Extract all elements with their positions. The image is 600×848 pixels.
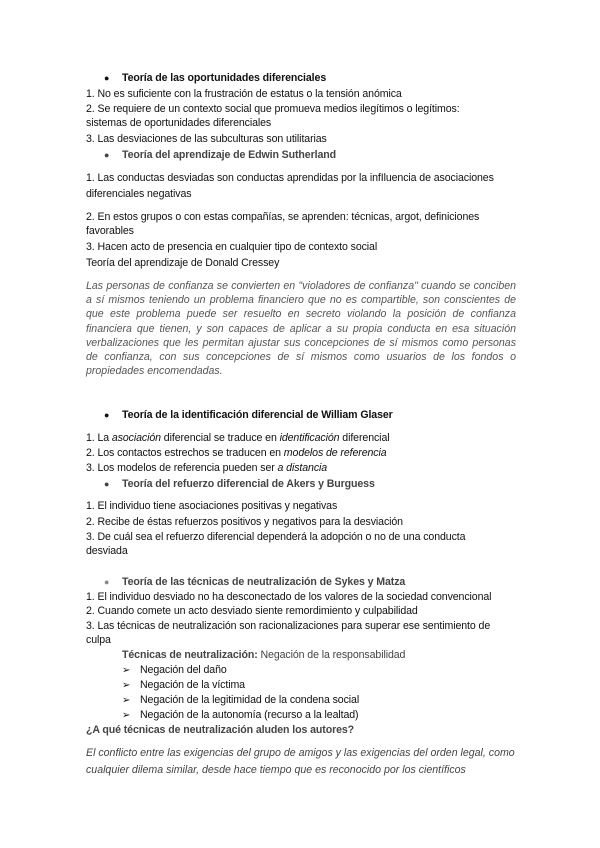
- list-item: ➢ Negación de la víctima: [122, 679, 245, 691]
- arrow-bullet-icon: ➢: [122, 695, 131, 706]
- heading-sykes: ● Teoría de las técnicas de neutralización de Sykes y Matza: [104, 576, 406, 588]
- heading-cressey: Teoría del aprendizaje de Donald Cressey: [86, 257, 280, 269]
- bullet-icon: ●: [104, 577, 110, 587]
- list-item: 1. Las conductas desviadas son conductas aprendidas por la infIluencia de asociaciones: [86, 172, 494, 184]
- list-item: 3. Las desviaciones de las subculturas son utilitarias: [86, 133, 327, 145]
- list-item: diferenciales negativas: [86, 188, 192, 200]
- list-item: 3. Los modelos de referencia pueden ser a distancia: [86, 462, 328, 474]
- list-item: 2. Recibe de éstas refuerzos positivos y negativos para la desviación: [86, 516, 403, 528]
- list-item: 3. Hacen acto de presencia en cualquier tipo de contexto social: [86, 241, 378, 253]
- list-item: 2. Los contactos estrechos se traducen en modelos de referencia: [86, 447, 387, 459]
- arrow-bullet-icon: ➢: [122, 680, 131, 691]
- techniques-label: Técnicas de neutralización: Negación de la responsabilidad: [122, 649, 406, 661]
- list-item: culpa: [86, 634, 111, 646]
- list-item: ➢ Negación de la legitimidad de la condena social: [122, 694, 360, 706]
- bullet-icon: ●: [104, 73, 110, 83]
- bullet-icon: ●: [104, 410, 110, 420]
- list-item: ➢ Negación de la autonomía (recurso a la lealtad): [122, 709, 359, 721]
- list-item: 2. En estos grupos o con estas compañías, se aprenden: técnicas, argot, definiciones: [86, 211, 480, 223]
- heading-oportunidades: ● Teoría de las oportunidades diferenciales: [104, 72, 327, 84]
- heading-sutherland: ● Teoría del aprendizaje de Edwin Sutherland: [104, 149, 336, 161]
- cressey-paragraph: Las personas de confianza se convierten en "violadores de confianza" cuando se conciben a sí mismos teniendo un problema financiero que no es compartible, son conscientes de que este problema puede ser resuelto en secreto violando la posición de confianza financiera que tienen, y son capaces de aplicar a su propia conducta en esa situación verbalizaciones que les permitan ajustar sus concepciones de sí mismos como personas de confianza, con sus concepciones de sí mismos como usuarios de los fondos o propiedades encomendadas.: [86, 280, 516, 378]
- list-item: 1. La asociación diferencial se traduce en identificación diferencial: [86, 432, 390, 444]
- list-item: 1. No es suficiente con la frustración de estatus o la tensión anómica: [86, 88, 402, 100]
- list-item: sistemas de oportunidades diferenciales: [86, 117, 272, 129]
- heading-akers: ● Teoría del refuerzo diferencial de Akers y Burguess: [104, 478, 375, 490]
- list-item: ➢ Negación del daño: [122, 664, 227, 676]
- list-item: 3. De cuál sea el refuerzo diferencial dependerá la adopción o no de una conducta: [86, 531, 466, 543]
- list-item: 2. Se requiere de un contexto social que promueva medios ilegítimos o legítimos:: [86, 103, 460, 115]
- list-item: desviada: [86, 545, 128, 557]
- arrow-bullet-icon: ➢: [122, 665, 131, 676]
- list-item: 3. Las técnicas de neutralización son racionalizaciones para superar ese sentimiento de: [86, 620, 491, 632]
- arrow-bullet-icon: ➢: [122, 710, 131, 721]
- list-item: 1. El individuo tiene asociaciones positivas y negativas: [86, 500, 338, 512]
- bullet-icon: ●: [104, 150, 110, 160]
- list-item: 1. El individuo desviado no ha desconectado de los valores de la sociedad convencional: [86, 591, 492, 603]
- closing-paragraph: El conflicto entre las exigencias del grupo de amigos y las exigencias del orden legal, como cualquier dilema similar, desde hace tiempo que es reconocido por los científicos: [86, 747, 515, 776]
- bullet-icon: ●: [104, 479, 110, 489]
- list-item: favorables: [86, 225, 134, 237]
- heading-glaser: ● Teoría de la identificación diferencial de William Glaser: [104, 409, 393, 421]
- list-item: 2. Cuando comete un acto desviado siente remordimiento y culpabilidad: [86, 605, 418, 617]
- question-heading: ¿A qué técnicas de neutralización aluden los autores?: [86, 724, 355, 736]
